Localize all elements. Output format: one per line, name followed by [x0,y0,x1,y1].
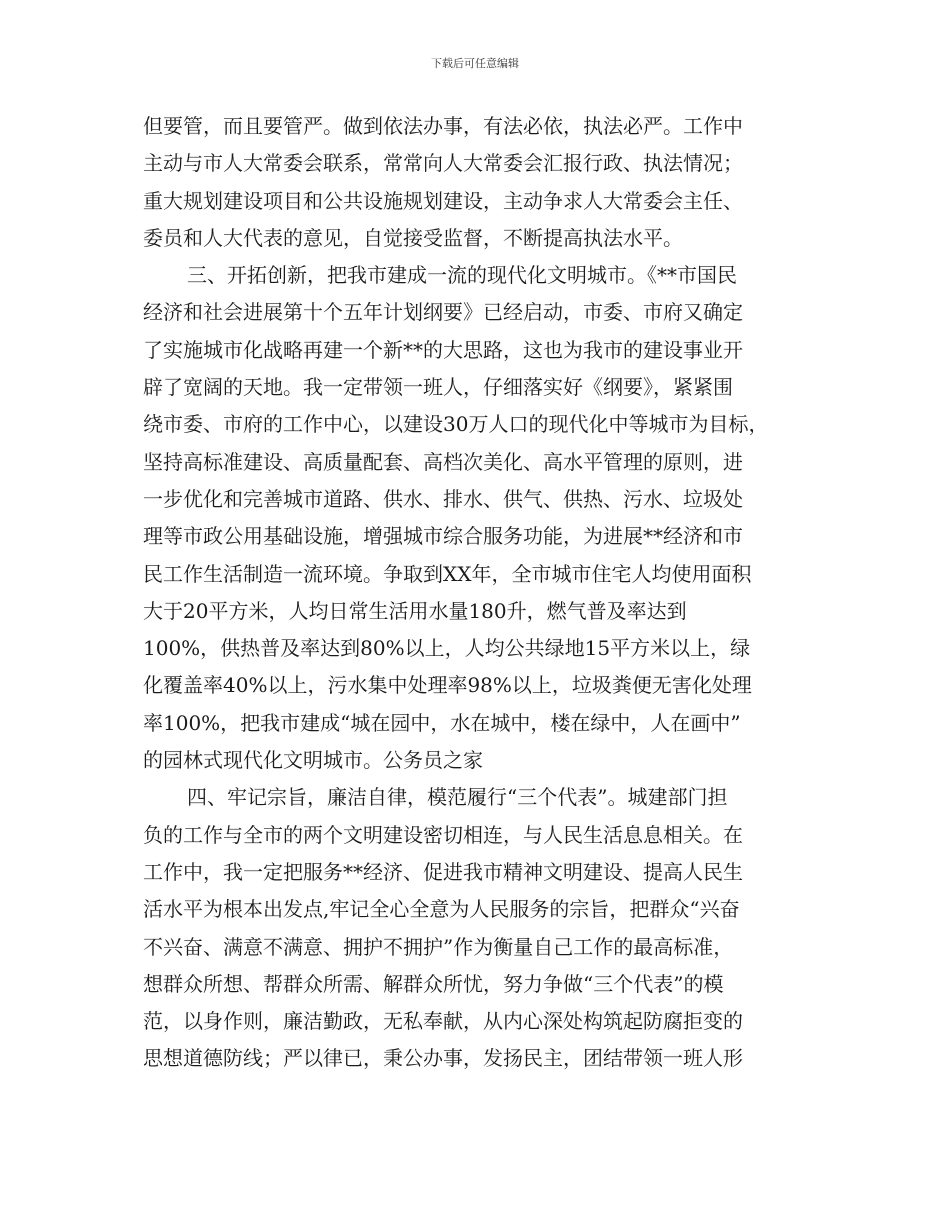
text-line: 辟了宽阔的天地。我一定带领一班人，仔细落实好《纲要》，紧紧围 [143,375,733,400]
text-line: 负的工作与全市的两个文明建设密切相连，与人民生活息息相关。在 [143,822,743,847]
text-line: 理等市政公用基础设施，增强城市综合服务功能，为进展**经济和市 [143,524,743,549]
text-line: 坚持高标准建设、高质量配套、高档次美化、高水平管理的原则，进 [143,449,743,474]
text-line: 但要管，而且要管严。做到依法办事，有法必依，执法必严。工作中 [143,114,743,138]
text-line: 范，以身作则，廉洁勤政，无私奉献，从内心深处构筑起防腐拒变的 [143,1009,743,1034]
text-line: 经济和社会进展第十个五年计划纲要》已经启动，市委、市府又确定 [143,300,743,325]
text-line: 活水平为根本出发点,牢记全心全意为人民服务的宗旨，把群众“兴奋 [143,897,740,922]
text-line: 主动与市人大常委会联系，常常向人大常委会汇报行政、执法情况； [143,151,743,176]
text-line: 一步优化和完善城市道路、供水、排水、供气、供热、污水、垃圾处 [143,486,743,511]
text-line: 民工作生活制造一流环境。争取到XX年，全市城市住宅人均使用面积 [143,561,752,586]
text-line: 委员和人大代表的意见，自觉接受监督，不断提高执法水平。 [143,225,683,250]
paragraph-start-section-3: 三、开拓创新，把我市建成一流的现代化文明城市。《**市国民 [187,263,737,288]
text-line: 绕市委、市府的工作中心，以建设30万人口的现代化中等城市为目标， [143,412,769,437]
text-line: 率100%，把我市建成“城在园中，水在城中，楼在绿中，人在画中” [143,710,741,735]
text-line: 了实施城市化战略再建一个新**的大思路，这也为我市的建设事业开 [143,337,743,362]
text-line: 工作中，我一定把服务**经济、促进我市精神文明建设、提高人民生 [143,859,743,884]
text-line: 重大规划建设项目和公共设施规划建设，主动争求人大常委会主任、 [143,188,743,213]
paragraph-start-section-4: 四、牢记宗旨，廉洁自律，模范履行“三个代表”。城建部门担 [187,785,728,810]
text-line: 化覆盖率40%以上，污水集中处理率98%以上，垃圾粪便无害化处理 [143,673,752,698]
text-line: 100%，供热普及率达到80%以上，人均公共绿地15平方米以上，绿 [143,636,751,661]
page-header-note: 下载后可任意编辑 [431,57,519,70]
document-body [143,108,823,1078]
text-line: 不兴奋、满意不满意、拥护不拥护”作为衡量自己工作的最高标准， [143,934,734,959]
text-line: 思想道德防线；严以律已，秉公办事，发扬民主，团结带领一班人形 [143,1046,743,1071]
text-line: 想群众所想、帮群众所需、解群众所忧，努力争做“三个代表”的模 [143,971,724,996]
text-line: 的园林式现代化文明城市。公务员之家 [143,748,483,773]
text-line: 大于20平方米，人均日常生活用水量180升，燃气普及率达到 [143,598,687,623]
